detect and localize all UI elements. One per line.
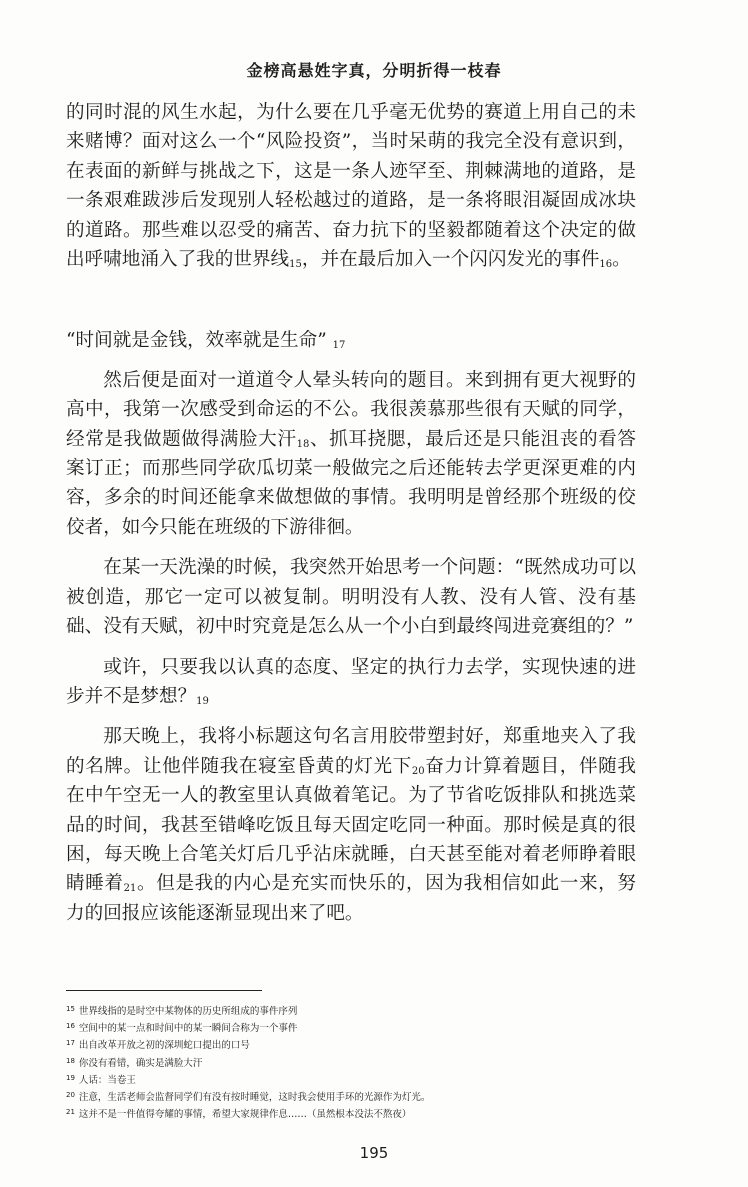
- footnote-ref-17[interactable]: 17: [332, 340, 346, 352]
- footnote-ref-20[interactable]: 20: [411, 765, 425, 777]
- footnote: $^{21}$ 这并不是一件值得夸耀的事情，希望大家规律作息……（虽然根本没法不熬夜）: [66, 1108, 412, 1121]
- paragraph-1: 的同时混的风生水起，为什么要在几乎毫无优势的赛道上用自己的未来赌博？面对这么一个“风险投资”，当时呆萌的我完全没有意识到，在表面的新鲜与挑战之下，这是一条人迹罕至、荆棘满地的道路，是一条艰难跋涉后发现别人轻松越过的道路，是一条将眼泪凝固成冰块的道路。那些难以忍受的痛苦、奋力抗下的坚毅都随着这个决定的做出呼啸地涌入了我的世界线$_{15}$，并在最后加入一个闪闪发光的事件$_{16}$。: [66, 102, 636, 271]
- paragraph-3: 在某一天洗澡的时候，我突然开始思考一个问题：“既然成功可以被创造，那它一定可以被复制。明明没有人教、没有人管、没有基础、没有天赋，初中时究竟是怎么从一个小白到最终闯进竞赛组的？”: [66, 557, 636, 638]
- running-header: 金榜高悬姓字真，分明折得一枝春: [246, 61, 502, 80]
- footnote: $^{18}$ 你没有看错，确实是满脸大汗: [66, 1056, 203, 1069]
- footnote-ref-19[interactable]: 19: [196, 695, 209, 707]
- page-number: 195: [359, 1144, 389, 1162]
- section-heading: “时间就是金钱，效率就是生命” $_{17}$: [66, 330, 346, 352]
- footnote-divider: [66, 990, 262, 991]
- footnote-ref-15[interactable]: 15: [289, 259, 302, 271]
- main-text: [66, 98, 636, 928]
- footnote: $^{15}$ 世界线指的是时空中某物体的历史所组成的事件序列: [66, 1005, 298, 1017]
- footnote: $^{20}$ 注意，生活老师会监督同学们有没有按时睡觉，这时我会使用手环的光源作为灯光。: [66, 1091, 431, 1104]
- paragraph-2: 然后便是面对一道道令人晕头转向的题目。来到拥有更大视野的高中，我第一次感受到命运的不公。我很羡慕那些很有天赋的同学，经常是我做题做得满脸大汗$_{18}$、抓耳挠腮，最后还是只能沮丧的看答案订正；而那些同学砍瓜切菜一般做完之后还能转去学更深更难的内容，多余的时间还能拿来做想做的事情。我明明是曾经那个班级的佼佼者，如今只能在班级的下游徘徊。: [66, 369, 636, 538]
- footnote: $^{19}$ 人话：当卷王: [66, 1073, 136, 1086]
- footnotes: [66, 1002, 666, 1122]
- footnote: $^{17}$ 出自改革开放之初的深圳蛇口提出的口号: [66, 1039, 250, 1052]
- footnote: $^{16}$ 空间中的某一点和时间中的某一瞬间合称为一个事件: [66, 1022, 298, 1035]
- footnote-ref-18[interactable]: 18: [296, 438, 310, 450]
- paragraph-5: 那天晚上，我将小标题这句名言用胶带塑封好，郑重地夹入了我的名牌。让他伴随我在寝室昏黄的灯光下$_{20}$奋力计算着题目，伴随我在中午空无一人的教室里认真做着笔记。为了节省吃饭排队和挑选菜品的时间，我甚至错峰吃饭且每天固定吃同一种面。那时候是真的很困，每天晚上合笔关灯后几乎沾床就睡，白天甚至能对着老师睁着眼睛睡着$_{21}$。但是我的内心是充实而快乐的，因为我相信如此一来，努力的回报应该能逐渐显现出来了吧。: [66, 726, 636, 924]
- paragraph-4: 或许，只要我以认真的态度、坚定的执行力去学，实现快速的进步并不是梦想？$_{19}$: [66, 656, 636, 707]
- footnote-ref-21[interactable]: 21: [123, 883, 137, 895]
- footnote-ref-16[interactable]: 16: [599, 259, 613, 271]
